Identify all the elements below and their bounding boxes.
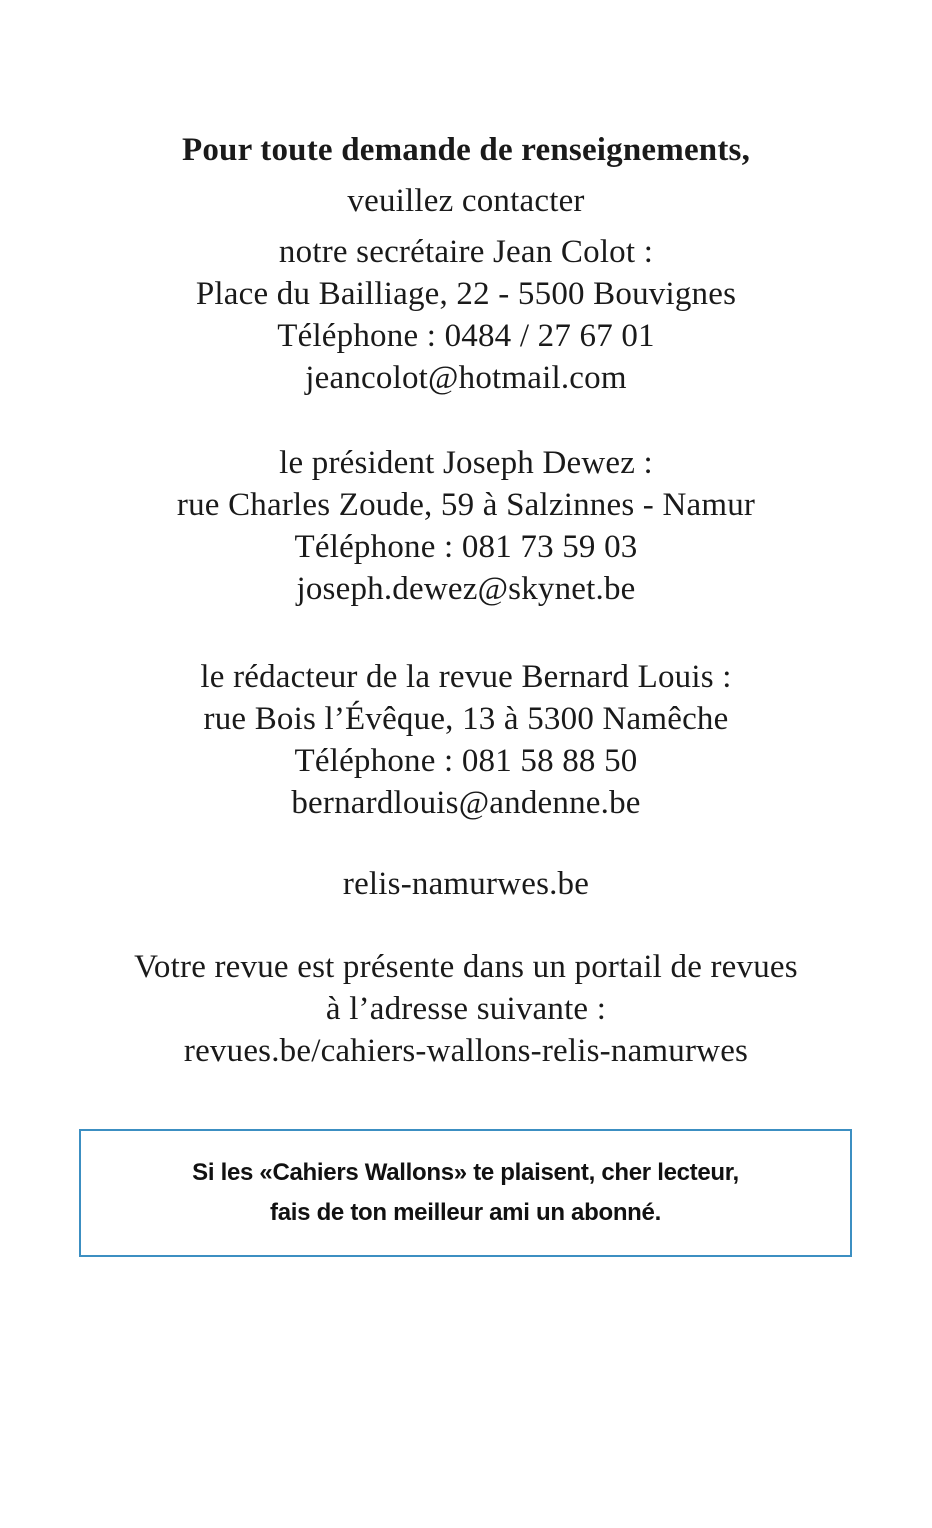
secretary-email[interactable]: jeancolot@hotmail.com [305,360,627,396]
notice-line-1: Si les «Cahiers Wallons» te plaisent, cher lecteur, [192,1159,739,1186]
notice-line-2: fais de ton meilleur ami un abonné. [270,1199,661,1226]
president-phone: Téléphone : 081 73 59 03 [294,529,638,565]
portal-url[interactable]: revues.be/cahiers-wallons-relis-namurwes [183,1033,749,1069]
intro-line-1: Pour toute demande de renseignements, [181,132,751,168]
portal-line-2: à l’adresse suivante : [325,991,607,1027]
editor-title: le rédacteur de la revue Bernard Louis : [200,659,732,695]
president-email[interactable]: joseph.dewez@skynet.be [296,571,636,607]
president-address: rue Charles Zoude, 59 à Salzinnes - Namur [176,487,756,523]
website-link[interactable]: relis-namurwes.be [342,866,590,902]
secretary-title: notre secrétaire Jean Colot : [278,234,654,270]
secretary-address: Place du Bailliage, 22 - 5500 Bouvignes [195,276,737,312]
portal-line-1: Votre revue est présente dans un portail de revues [134,949,798,985]
intro-line-2: veuillez contacter [347,183,585,219]
editor-address: rue Bois l’Évêque, 13 à 5300 Namêche [203,701,729,737]
editor-phone: Téléphone : 081 58 88 50 [294,743,638,779]
editor-email[interactable]: bernardlouis@andenne.be [291,785,641,821]
notice-box [79,1129,852,1257]
president-title: le président Joseph Dewez : [279,445,653,481]
secretary-phone: Téléphone : 0484 / 27 67 01 [277,318,655,354]
